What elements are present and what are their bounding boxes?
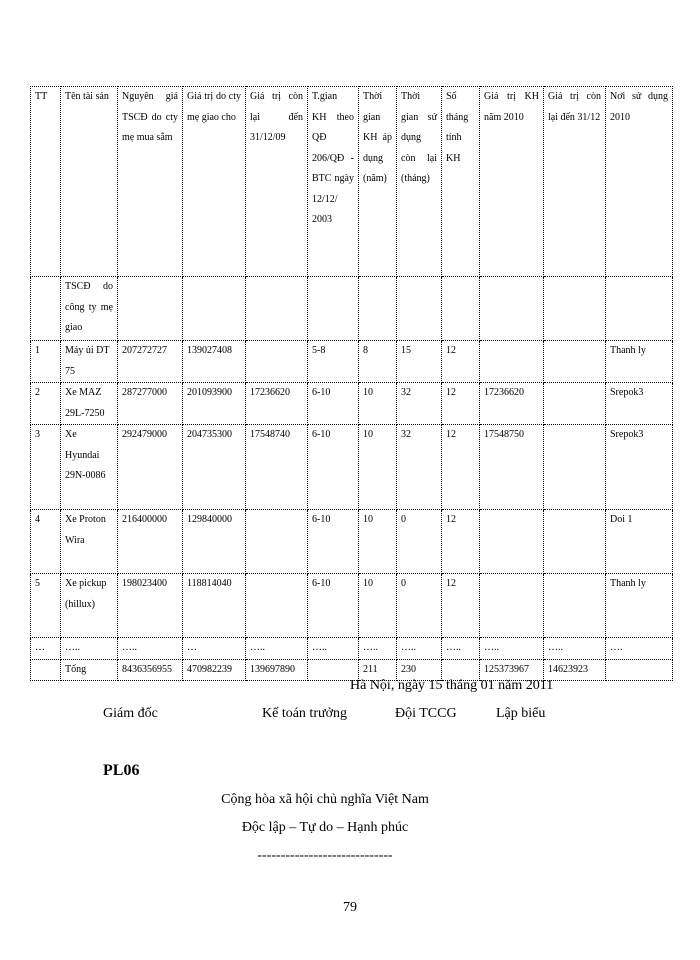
table-cell: ….. bbox=[397, 638, 442, 660]
table-cell: Srepok3 bbox=[606, 383, 673, 425]
header-cell: Giá trị KH năm 2010 bbox=[480, 87, 544, 277]
table-cell: 125373967 bbox=[480, 659, 544, 681]
page-number: 79 bbox=[343, 900, 357, 915]
table-row bbox=[31, 341, 673, 383]
table-cell: … bbox=[31, 638, 61, 660]
table-cell: 4 bbox=[31, 510, 61, 574]
header-cell: Giá trị còn lại đến 31/12/09 bbox=[246, 87, 308, 277]
table-cell: Thanh ly bbox=[606, 574, 673, 638]
table-cell: 12 bbox=[442, 510, 480, 574]
table-cell: 3 bbox=[31, 425, 61, 510]
table-cell: 204735300 bbox=[183, 425, 246, 510]
table-cell bbox=[544, 510, 606, 574]
table-cell: 8436356955 bbox=[118, 659, 183, 681]
table-cell: Xe Proton Wira bbox=[61, 510, 118, 574]
table-cell: 1 bbox=[31, 341, 61, 383]
table-cell: 211 bbox=[359, 659, 397, 681]
table-cell: Thanh ly bbox=[606, 341, 673, 383]
header-cell: T.gian KH theo QĐ 206/QĐ - BTC ngày 12/12/ 2003 bbox=[308, 87, 359, 277]
table-cell: 17548740 bbox=[246, 425, 308, 510]
table-cell: 12 bbox=[442, 383, 480, 425]
table-cell: 292479000 bbox=[118, 425, 183, 510]
table-cell: 230 bbox=[397, 659, 442, 681]
table-cell bbox=[544, 383, 606, 425]
table-cell: Doi 1 bbox=[606, 510, 673, 574]
table-cell: Xe Hyundai 29N-0086 bbox=[61, 425, 118, 510]
table-header-row bbox=[31, 87, 673, 277]
signature-director: Giám đốc bbox=[103, 706, 158, 721]
table-cell bbox=[480, 574, 544, 638]
table-cell: Srepok3 bbox=[606, 425, 673, 510]
table-cell bbox=[544, 341, 606, 383]
table-row bbox=[31, 425, 673, 510]
table-cell: 10 bbox=[359, 510, 397, 574]
table-cell: 12 bbox=[442, 425, 480, 510]
header-cell: Số tháng tính KH bbox=[442, 87, 480, 277]
table-cell: 32 bbox=[397, 383, 442, 425]
table-cell bbox=[397, 277, 442, 341]
table-cell bbox=[359, 277, 397, 341]
table-cell bbox=[246, 277, 308, 341]
table-cell bbox=[480, 341, 544, 383]
header-cell: Giá trị còn lại đến 31/12 bbox=[544, 87, 606, 277]
table-cell: 15 bbox=[397, 341, 442, 383]
table-cell: 6-10 bbox=[308, 425, 359, 510]
table-cell: 470982239 bbox=[183, 659, 246, 681]
table-cell bbox=[246, 574, 308, 638]
header-cell: Nguyên giá TSCĐ do cty mẹ mua sắm bbox=[118, 87, 183, 277]
header-cell: Thời gian sử dụng còn lại (tháng) bbox=[397, 87, 442, 277]
table-cell: 17236620 bbox=[246, 383, 308, 425]
table-cell: 17236620 bbox=[480, 383, 544, 425]
table-cell: 287277000 bbox=[118, 383, 183, 425]
table-cell: 129840000 bbox=[183, 510, 246, 574]
total-label: Tổng bbox=[61, 659, 118, 681]
table-cell: 32 bbox=[397, 425, 442, 510]
table-cell: 0 bbox=[397, 510, 442, 574]
header-cell: Thời gian KH áp dụng (năm) bbox=[359, 87, 397, 277]
table-cell: Máy ủi DT 75 bbox=[61, 341, 118, 383]
table-cell: 10 bbox=[359, 425, 397, 510]
table-cell bbox=[308, 277, 359, 341]
table-cell bbox=[31, 277, 61, 341]
table-cell: 12 bbox=[442, 341, 480, 383]
table-cell bbox=[442, 277, 480, 341]
table-cell: ….. bbox=[480, 638, 544, 660]
republic-title: Cộng hòa xã hội chủ nghĩa Việt Nam bbox=[221, 792, 429, 807]
table-cell: 198023400 bbox=[118, 574, 183, 638]
table-cell bbox=[544, 277, 606, 341]
table-cell: ….. bbox=[442, 638, 480, 660]
table-cell bbox=[31, 659, 61, 681]
table-cell bbox=[544, 574, 606, 638]
group-label: TSCĐ do công ty mẹ giao bbox=[61, 277, 118, 341]
table-cell: 12 bbox=[442, 574, 480, 638]
table-cell: ….. bbox=[61, 638, 118, 660]
table-cell: 5 bbox=[31, 574, 61, 638]
table-row bbox=[31, 574, 673, 638]
table-cell: Xe MAZ 29L-7250 bbox=[61, 383, 118, 425]
table-ellipsis-row bbox=[31, 638, 673, 660]
date-line: Hà Nội, ngày 15 tháng 01 năm 2011 bbox=[350, 678, 554, 693]
table-cell: 6-10 bbox=[308, 574, 359, 638]
appendix-code: PL06 bbox=[103, 762, 140, 779]
national-motto: Độc lập – Tự do – Hạnh phúc bbox=[241, 820, 409, 835]
table-cell bbox=[606, 277, 673, 341]
table-cell: 5-8 bbox=[308, 341, 359, 383]
table-cell bbox=[480, 510, 544, 574]
table-cell bbox=[544, 425, 606, 510]
table-cell bbox=[246, 510, 308, 574]
table-cell: 0 bbox=[397, 574, 442, 638]
table-cell bbox=[118, 277, 183, 341]
table-cell: 10 bbox=[359, 574, 397, 638]
header-cell: TT bbox=[31, 87, 61, 277]
table-cell: 201093900 bbox=[183, 383, 246, 425]
table-cell: 216400000 bbox=[118, 510, 183, 574]
table-cell: ….. bbox=[544, 638, 606, 660]
asset-depreciation-table bbox=[30, 86, 673, 681]
table-cell: ….. bbox=[118, 638, 183, 660]
table-cell: 207272727 bbox=[118, 341, 183, 383]
table-cell: 8 bbox=[359, 341, 397, 383]
signature-chief-accountant: Kế toán trưởng bbox=[262, 706, 347, 721]
table-cell: Xe pickup (hillux) bbox=[61, 574, 118, 638]
table-row bbox=[31, 383, 673, 425]
table-cell: 14623923 bbox=[544, 659, 606, 681]
table-row bbox=[31, 510, 673, 574]
table-cell bbox=[246, 341, 308, 383]
table-cell bbox=[183, 277, 246, 341]
table-cell: 139697890 bbox=[246, 659, 308, 681]
table-cell: ….. bbox=[359, 638, 397, 660]
table-cell: 2 bbox=[31, 383, 61, 425]
header-cell: Nơi sử dụng 2010 bbox=[606, 87, 673, 277]
header-cell: Tên tài sản bbox=[61, 87, 118, 277]
table-cell: 6-10 bbox=[308, 510, 359, 574]
table-cell: …. bbox=[606, 638, 673, 660]
table-cell: 17548750 bbox=[480, 425, 544, 510]
table-cell: ….. bbox=[246, 638, 308, 660]
table-cell: ….. bbox=[308, 638, 359, 660]
table-cell: … bbox=[183, 638, 246, 660]
table-cell bbox=[480, 277, 544, 341]
table-cell: 118814040 bbox=[183, 574, 246, 638]
table-cell: 10 bbox=[359, 383, 397, 425]
table-cell: 6-10 bbox=[308, 383, 359, 425]
table-cell: 139027408 bbox=[183, 341, 246, 383]
header-cell: Giá trị do cty mẹ giao cho bbox=[183, 87, 246, 277]
table-group-row bbox=[31, 277, 673, 341]
signature-preparer: Lập biểu bbox=[496, 706, 546, 721]
divider: ----------------------------- bbox=[257, 848, 393, 863]
table-cell bbox=[606, 659, 673, 681]
signature-team: Đội TCCG bbox=[395, 706, 457, 721]
